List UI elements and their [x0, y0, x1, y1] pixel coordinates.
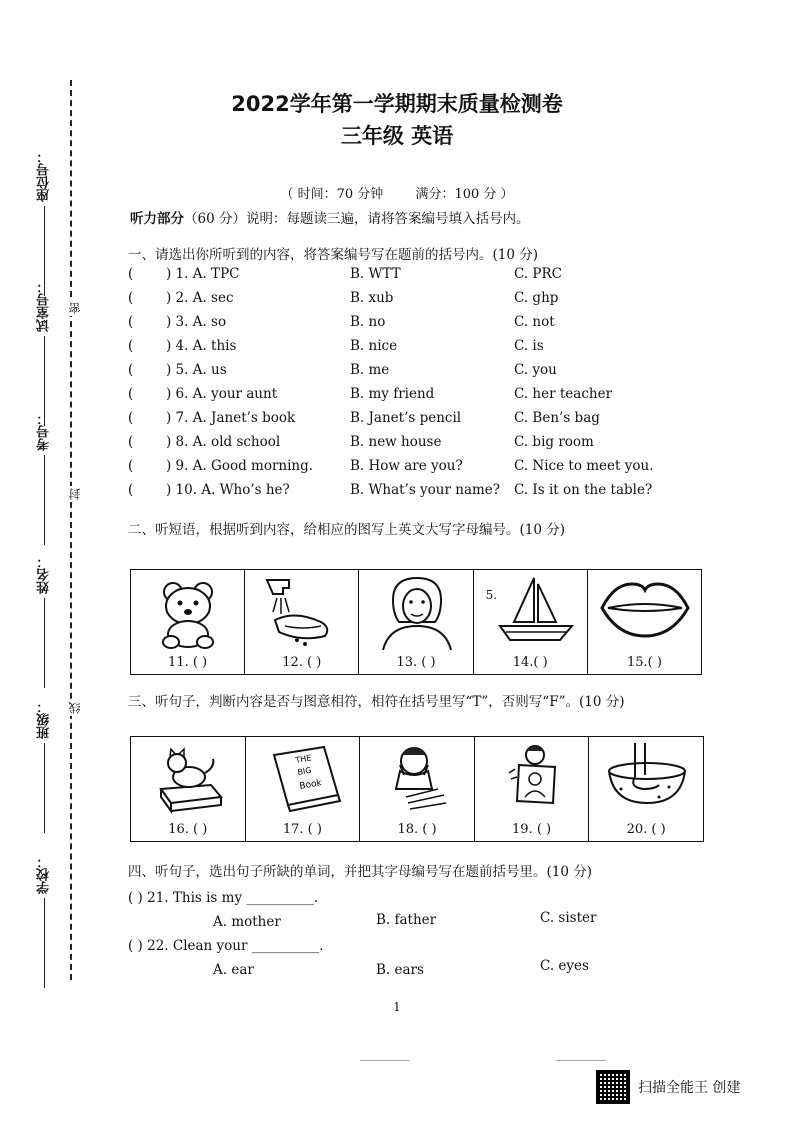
scan-artifact-line — [360, 1060, 410, 1061]
listening-points: （60 分）说明：每题读三遍，请将答案编号填入括号内。 — [184, 211, 530, 227]
section1-item — [128, 434, 688, 456]
section3-picture-row — [130, 736, 704, 842]
picture-cell-15 — [588, 570, 701, 674]
option-a: ) 2. A. sec — [166, 290, 234, 306]
option-b: B. no — [350, 314, 386, 330]
side-mark-line: 线 — [68, 702, 82, 714]
book-text-big: BIG — [296, 765, 312, 777]
teddy-bear-icon — [131, 570, 245, 650]
option-b: B. me — [350, 362, 390, 378]
girl-holding-picture-icon — [475, 737, 591, 817]
cat-in-box-icon — [131, 737, 247, 817]
book-text-the: THE — [294, 753, 312, 765]
option-c: C. you — [514, 362, 557, 378]
side-mark-close: 封 — [68, 488, 82, 500]
washing-hands-icon — [245, 570, 359, 650]
option-b: B. new house — [350, 434, 442, 450]
option-c: C. is — [514, 338, 544, 354]
section1-item — [128, 458, 688, 480]
option-c: C. her teacher — [514, 386, 613, 402]
section1-item — [128, 314, 688, 336]
option-b: B. nice — [350, 338, 398, 354]
option-c: C. Is it on the table? — [514, 482, 653, 498]
caption-16: 16. ( ) — [168, 822, 208, 837]
section1-item — [128, 338, 688, 360]
q22-option-c: C. eyes — [540, 958, 589, 974]
exam-subtitle: 三年级 英语 — [340, 124, 454, 148]
option-b: B. xub — [350, 290, 394, 306]
option-b: B. How are you? — [350, 458, 463, 474]
section1-item — [128, 386, 688, 408]
side-field-name: 姓名： — [26, 555, 62, 688]
option-a: ) 8. A. old school — [166, 434, 281, 450]
side-field-room: 试室号： — [26, 280, 62, 426]
caption-13: 13. ( ) — [396, 655, 436, 670]
woman-portrait-icon — [359, 570, 473, 650]
option-b: B. my friend — [350, 386, 435, 402]
answer-bracket: ( — [128, 290, 134, 306]
side-field-exam-number: 考号： — [26, 412, 62, 545]
section1-item — [128, 362, 688, 384]
caption-15: 15.( ) — [626, 655, 662, 670]
qr-code-icon — [596, 1070, 630, 1104]
option-c: C. ghp — [514, 290, 559, 306]
option-b: B. Janet’s pencil — [350, 410, 462, 426]
q22-option-a: A. ear — [213, 962, 254, 978]
option-a: ) 1. A. TPC — [166, 266, 240, 282]
answer-bracket: ( — [128, 266, 134, 282]
exam-time: （ 时间：70 分钟 — [280, 187, 384, 202]
stray-number: 5. — [485, 588, 498, 602]
side-field-school: 学校： — [26, 855, 62, 988]
option-a: ) 10. A. Who’s he? — [166, 482, 290, 498]
caption-18: 18. ( ) — [397, 822, 437, 837]
answer-bracket: ( — [128, 386, 134, 402]
question-22: ( ) 22. Clean your __________. — [128, 938, 324, 954]
option-c: C. big room — [514, 434, 594, 450]
sailboat-icon — [474, 570, 588, 650]
section1-item — [128, 482, 688, 504]
scan-artifact-line — [556, 1060, 606, 1061]
section1-item — [128, 290, 688, 312]
option-b: B. WTT — [350, 266, 401, 282]
big-book-icon — [246, 737, 362, 817]
option-a: ) 3. A. so — [166, 314, 227, 330]
page-number: 1 — [393, 1000, 401, 1014]
option-a: ) 7. A. Janet’s book — [166, 410, 296, 426]
picture-cell-18 — [360, 737, 475, 841]
answer-bracket: ( — [128, 314, 134, 330]
side-field-class: 班级： — [26, 700, 62, 833]
question-21: ( ) 21. This is my __________. — [128, 890, 319, 906]
listening-label: 听力部分 — [130, 211, 184, 227]
answer-bracket: ( — [128, 482, 134, 498]
answer-bracket: ( — [128, 458, 134, 474]
q22-option-b: B. ears — [376, 962, 424, 978]
option-a: ) 9. A. Good morning. — [166, 458, 314, 474]
q21-option-a: A. mother — [213, 914, 281, 930]
feet-in-basin-icon — [589, 737, 705, 817]
watermark-text: 扫描全能王 创建 — [638, 1080, 741, 1096]
section1-heading: 一、请选出你所听到的内容，将答案编号写在题前的括号内。(10 分) — [128, 247, 539, 263]
exam-title: 2022学年第一学期期末质量检测卷 — [231, 92, 563, 116]
option-c: C. PRC — [514, 266, 563, 282]
exam-meta — [0, 183, 794, 202]
side-mark-seal: 密 — [68, 302, 82, 314]
picture-cell-13 — [359, 570, 473, 674]
q21-option-c: C. sister — [540, 910, 597, 926]
answer-bracket: ( — [128, 410, 134, 426]
caption-12: 12. ( ) — [282, 655, 322, 670]
answer-bracket: ( — [128, 362, 134, 378]
lips-icon — [588, 570, 702, 650]
option-b: B. What’s your name? — [350, 482, 501, 498]
picture-cell-14 — [474, 570, 588, 674]
section1-item — [128, 410, 688, 432]
q21-option-b: B. father — [376, 912, 437, 928]
option-c: C. not — [514, 314, 555, 330]
listening-instructions — [130, 207, 529, 227]
option-a: ) 4. A. this — [166, 338, 237, 354]
binding-dashed-line — [70, 80, 72, 980]
scanner-watermark — [596, 1070, 740, 1104]
option-a: ) 5. A. us — [166, 362, 227, 378]
caption-14: 14.( ) — [512, 655, 548, 670]
picture-cell-20 — [589, 737, 703, 841]
section2-heading: 二、听短语，根据听到内容，给相应的图写上英文大写字母编号。(10 分) — [128, 522, 566, 538]
child-face-towel-icon — [360, 737, 476, 817]
caption-20: 20. ( ) — [626, 822, 666, 837]
caption-11: 11. ( ) — [168, 655, 208, 670]
answer-bracket: ( — [128, 338, 134, 354]
answer-bracket: ( — [128, 434, 134, 450]
section2-picture-row — [130, 569, 702, 675]
picture-cell-17 — [246, 737, 361, 841]
book-text-book: Book — [298, 778, 323, 792]
option-c: C. Nice to meet you. — [514, 458, 654, 474]
option-a: ) 6. A. your aunt — [166, 386, 278, 402]
picture-cell-11 — [131, 570, 245, 674]
side-field-seat: 座位号： — [26, 150, 62, 296]
section3-heading: 三、听句子，判断内容是否与图意相符，相符在括号里写“T”，否则写“F”。(10 分) — [128, 694, 625, 710]
picture-cell-12 — [245, 570, 359, 674]
picture-cell-16 — [131, 737, 246, 841]
caption-19: 19. ( ) — [512, 822, 552, 837]
picture-cell-19 — [475, 737, 590, 841]
caption-17: 17. ( ) — [282, 822, 322, 837]
option-c: C. Ben’s bag — [514, 410, 600, 426]
exam-score: 满分：100 分 ） — [415, 187, 514, 202]
section1-item — [128, 266, 688, 288]
section4-heading: 四、听句子，选出句子所缺的单词，并把其字母编号写在题前括号里。(10 分) — [128, 864, 593, 880]
